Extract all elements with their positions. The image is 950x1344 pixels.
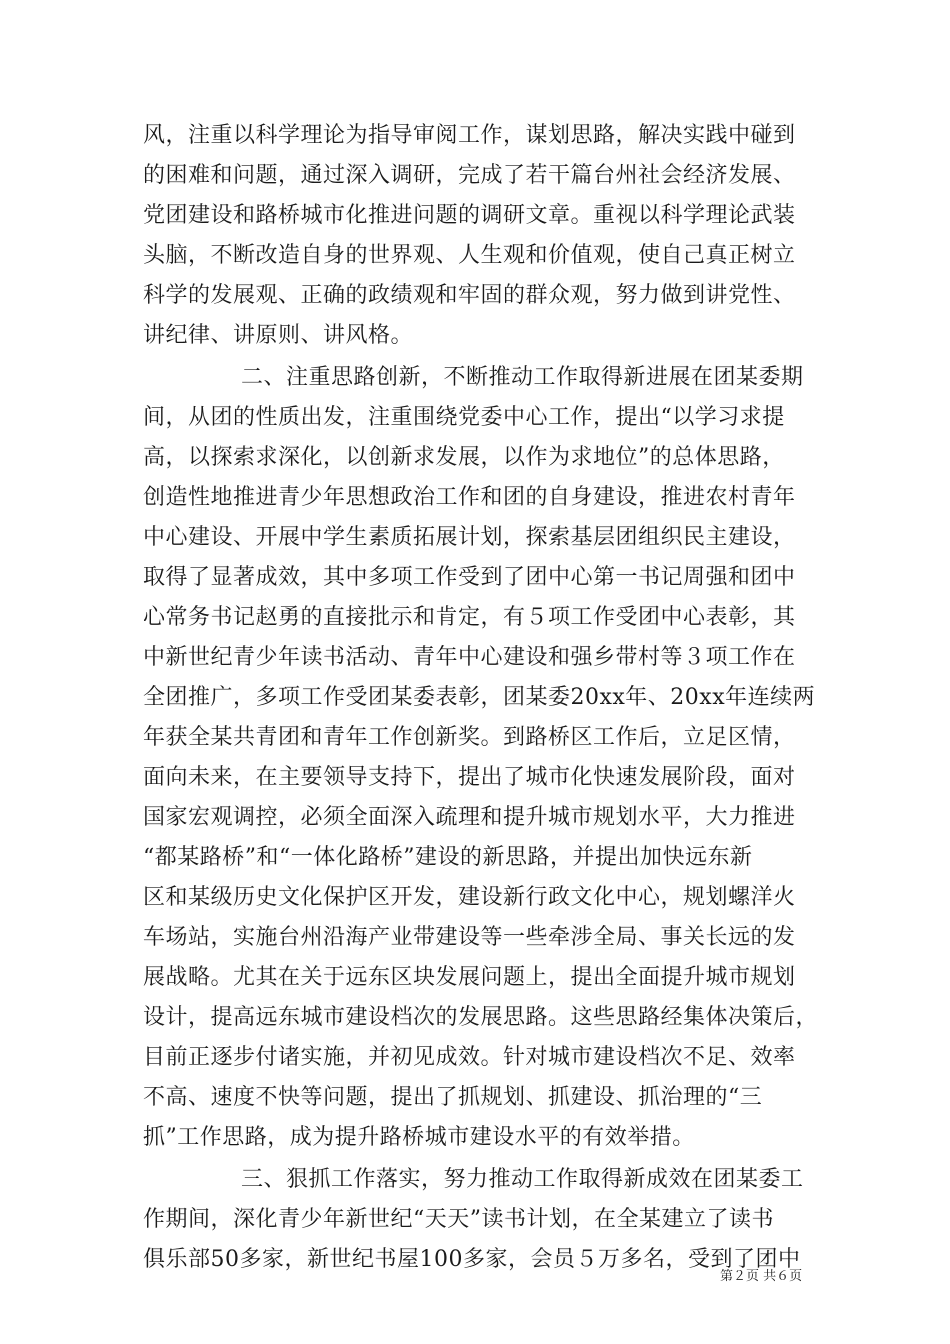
text-line: 区和某级历史文化保护区开发，建设新行政文化中心，规划螺洋火	[143, 885, 796, 910]
text-line: 全团推广，多项工作受团某委表彰，团某委20xx年、20xx年连续两	[143, 685, 816, 710]
text-line: 作期间，深化青少年新世纪“天天”读书计划，在全某建立了读书	[143, 1207, 774, 1232]
text-line: 的困难和问题，通过深入调研，完成了若干篇台州社会经济发展、	[143, 163, 796, 188]
text-line: 创造性地推进青少年思想政治工作和团的自身建设，推进农村青年	[143, 485, 796, 510]
text-line: 面向未来，在主要领导支持下，提出了城市化快速发展阶段，面对	[143, 765, 796, 790]
text-line: 中心建设、开展中学生素质拓展计划，探索基层团组织民主建设，	[143, 525, 796, 550]
text-line: 高，以探索求深化，以创新求发展，以作为求地位”的总体思路，	[143, 445, 785, 470]
text-line: 取得了显著成效，其中多项工作受到了团中心第一书记周强和团中	[143, 565, 796, 590]
text-line: 设计，提高远东城市建设档次的发展思路。这些思路经集体决策后，	[143, 1005, 819, 1030]
text-line: 头脑，不断改造自身的世界观、人生观和价值观，使自己真正树立	[143, 243, 796, 268]
text-line: 抓”工作思路，成为提升路桥城市建设水平的有效举措。	[143, 1125, 695, 1150]
text-line: 俱乐部50多家，新世纪书屋100多家，会员５万多名，受到了团中	[143, 1247, 801, 1272]
text-line: 不高、速度不快等问题，提出了抓规划、抓建设、抓治理的“三	[143, 1085, 763, 1110]
text-line: “都某路桥”和“一体化路桥”建设的新思路，并提出加快远东新	[143, 845, 753, 870]
text-line: 党团建设和路桥城市化推进问题的调研文章。重视以科学理论武装	[143, 203, 796, 228]
text-line: 讲纪律、讲原则、讲风格。	[143, 323, 414, 348]
text-line: 中新世纪青少年读书活动、青年中心建设和强乡带村等３项工作在	[143, 645, 796, 670]
text-line: 展战略。尤其在关于远东区块发展问题上，提出全面提升城市规划	[143, 965, 796, 990]
text-line: 心常务书记赵勇的直接批示和肯定，有５项工作受团中心表彰，其	[143, 605, 796, 630]
section-heading-three: 三、狠抓工作落实，努力推动工作取得新成效在团某委工	[241, 1167, 804, 1192]
text-line: 车场站，实施台州沿海产业带建设等一些牵涉全局、事关长远的发	[143, 925, 796, 950]
text-line: 国家宏观调控，必须全面深入疏理和提升城市规划水平，大力推进	[143, 805, 796, 830]
text-line: 间，从团的性质出发，注重围绕党委中心工作，提出“以学习求提	[143, 405, 785, 430]
section-heading-two: 二、注重思路创新，不断推动工作取得新进展在团某委期	[241, 365, 804, 390]
text-line: 风，注重以科学理论为指导审阅工作，谋划思路，解决实践中碰到	[143, 123, 796, 148]
page-number-footer: 第２页 共６页	[720, 1269, 803, 1284]
text-line: 目前正逐步付诸实施，并初见成效。针对城市建设档次不足、效率	[143, 1045, 796, 1070]
text-line: 年获全某共青团和青年工作创新奖。到路桥区工作后，立足区情，	[143, 725, 796, 750]
text-line: 科学的发展观、正确的政绩观和牢固的群众观，努力做到讲党性、	[143, 283, 796, 308]
